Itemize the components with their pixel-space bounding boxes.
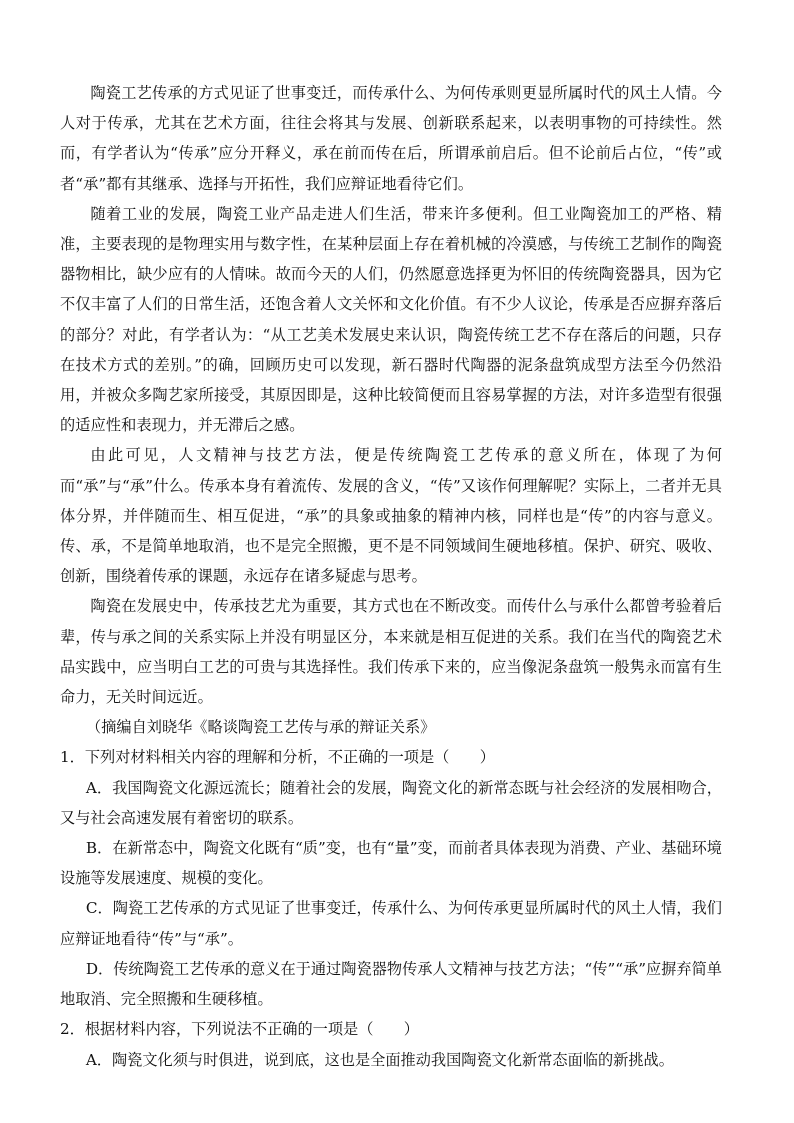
question-2-stem: 2．根据材料内容，下列说法不正确的一项是（ ）	[60, 1020, 419, 1039]
question-1-stem: 1．下列对材料相关内容的理解和分析，不正确的一项是（ ）	[60, 748, 495, 767]
question-1-option-b: B．在新常态中，陶瓷文化既有“质”变，也有“量”变，而前者具体表现为消费、产业、基础环境设施等发展速度、规模的变化。	[60, 839, 722, 888]
question-1-option-d: D．传统陶瓷工艺传承的意义在于通过陶瓷器物传承人文精神与技艺方法；“传”“承”应摒弃简单地取消、完全照搬和生硬移植。	[60, 959, 722, 1009]
article-paragraph-4: 陶瓷在发展史中，传承技艺尤为重要，其方式也在不断改变。而传什么与承什么都曾考验着后辈，传与承之间的关系实际上并没有明显区分，本来就是相互促进的关系。我们在当代的陶瓷艺术品实践中，应当明白工艺的可贵与其选择性。我们传承下来的，应当像泥条盘筑一般隽永而富有生命力，无关时间远近。	[60, 597, 722, 707]
question-1	[60, 742, 722, 1014]
article-paragraph-3: 由此可见，人文精神与技艺方法，便是传统陶瓷工艺传承的意义所在，体现了为何而“承”与“承”什么。传承本身有着流传、发展的含义，“传”又该作何理解呢？实际上，二者并无具体分界，并伴随而生、相互促进，“承”的具象或抽象的精神内核，同样也是“传”的内容与意义。传、承，不是简单地取消，也不是完全照搬，更不是不同领域间生硬地移植。保护、研究、吸收、创新，围绕着传承的课题，永远存在诸多疑虑与思考。	[60, 446, 722, 586]
article-paragraph-2: 随着工业的发展，陶瓷工业产品走进人们生活，带来许多便利。但工业陶瓷加工的严格、精准，主要表现的是物理实用与数字性，在某种层面上存在着机械的冷漠感，与传统工艺制作的陶瓷器物相比，缺少应有的人情味。故而今天的人们，仍然愿意选择更为怀旧的传统陶瓷器具，因为它不仅丰富了人们的日常生活，还饱含着人文关怀和文化价值。有不少人议论，传承是否应摒弃落后的部分？对此，有学者认为：“从工艺美术发展史来认识，陶瓷传统工艺不存在落后的问题，只存在技术方式的差别。”的确，回顾历史可以发现，新石器时代陶器的泥条盘筑成型方法至今仍然沿用，并被众多陶艺家所接受，其原因即是，这种比较简便而且容易掌握的方法，对许多造型有很强的适应性和表现力，并无滞后之感。	[60, 204, 722, 435]
question-1-option-a: A．我国陶瓷文化源远流长；随着社会的发展，陶瓷文化的新常态既与社会经济的发展相吻合，又与社会高速发展有着密切的联系。	[60, 778, 722, 827]
article-source: （摘编自刘晓华《略谈陶瓷工艺传与承的辩证关系》	[86, 718, 436, 737]
question-2	[60, 1014, 722, 1074]
article-paragraph-1: 陶瓷工艺传承的方式见证了世事变迁，而传承什么、为何传承则更显所属时代的风土人情。今人对于传承，尤其在艺术方面，往往会将其与发展、创新联系起来，以表明事物的可持续性。然而，有学者认为“传承”应分开释义，承在前而传在后，所谓承前启后。但不论前后占位，“传”或者“承”都有其继承、选择与开拓性，我们应辩证地看待它们。	[60, 84, 722, 193]
question-2-option-a: A．陶瓷文化须与时俱进，说到底，这也是全面推动我国陶瓷文化新常态面临的新挑战。	[85, 1050, 674, 1069]
question-1-option-c: C．陶瓷工艺传承的方式见证了世事变迁，传承什么、为何传承更显所属时代的风土人情，我们应辩证地看待“传”与“承”。	[60, 899, 722, 948]
document-page	[60, 78, 722, 1075]
